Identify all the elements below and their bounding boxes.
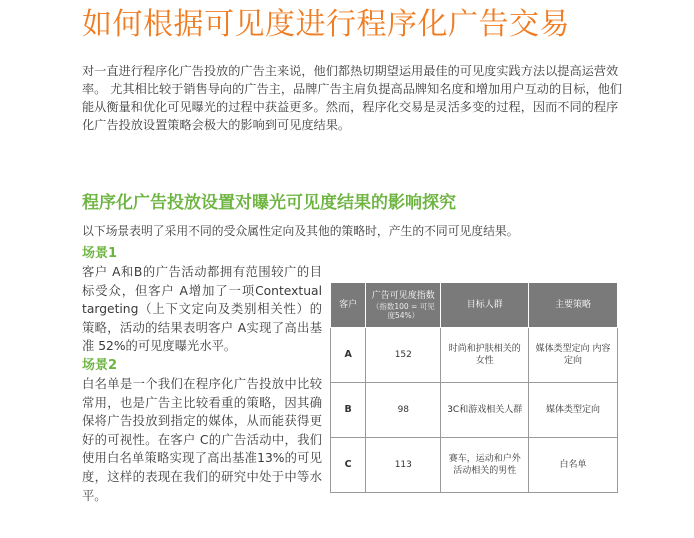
section-intro: 以下场景表明了采用不同的受众属性定向及其他的策略时，产生的不同可见度结果。 <box>82 224 519 238</box>
header-client: 客户 <box>331 283 366 328</box>
page-title: 如何根据可见度进行程序化广告交易 <box>82 7 570 42</box>
cell-index: 98 <box>366 383 441 438</box>
scene-1-text: 客户 A和B的广告活动都拥有范围较广的目标受众，但客户 A增加了一项Contextual targeting（上下文定向及类别相关性）的策略，活动的结果表明客户 A实现了高出基准 52%的可见度曝光水平。 <box>82 265 322 354</box>
cell-index: 113 <box>366 438 441 493</box>
cell-audience: 时尚和护肤相关的女性 <box>441 328 529 383</box>
cell-strategy: 媒体类型定向 内容定向 <box>529 328 618 383</box>
scenes-column <box>82 244 322 505</box>
cell-strategy: 白名单 <box>529 438 618 493</box>
results-table-container <box>330 282 618 493</box>
scene-2-text: 白名单是一个我们在程序化广告投放中比较常用，也是广告主比较看重的策略，因其确保将广告投放到指定的媒体，从而能获得更好的可视性。在客户 C的广告活动中，我们使用白名单策略实现了高出基准13%的可见度，这样的表现在我们的研究中处于中等水平。 <box>82 376 322 503</box>
table-row <box>331 328 618 383</box>
scene-2-label: 场景2 <box>82 357 118 373</box>
cell-client: B <box>331 383 366 438</box>
cell-index: 152 <box>366 328 441 383</box>
header-index: 广告可见度指数 （指数100 = 可见度54%） <box>366 283 441 328</box>
table-row <box>331 438 618 493</box>
header-strategy: 主要策略 <box>529 283 618 328</box>
section-title: 程序化广告投放设置对曝光可见度结果的影响探究 <box>82 193 456 213</box>
intro-paragraph: 对一直进行程序化广告投放的广告主来说，他们都热切期望运用最佳的可见度实践方法以提高运营效率。 尤其相比较于销售导向的广告主，品牌广告主肩负提高品牌知名度和增加用户互动的目标，他们能从衡量和优化可见曝光的过程中获益更多。然而，程序化交易是灵活多变的过程，因而不同的程序化广告投放设置策略会极大的影响到可见度结果。 <box>82 64 623 132</box>
cell-audience: 赛车，运动和户外活动相关的男性 <box>441 438 529 493</box>
table-row <box>331 383 618 438</box>
header-audience: 目标人群 <box>441 283 529 328</box>
cell-strategy: 媒体类型定向 <box>529 383 618 438</box>
header-index-note: （指数100 = 可见度54%） <box>371 301 435 320</box>
cell-client: A <box>331 328 366 383</box>
scene-1-label: 场景1 <box>82 246 118 261</box>
cell-client: C <box>331 438 366 493</box>
cell-audience: 3C和游戏相关人群 <box>441 383 529 438</box>
results-table <box>330 282 618 493</box>
table-header-row <box>331 283 618 328</box>
